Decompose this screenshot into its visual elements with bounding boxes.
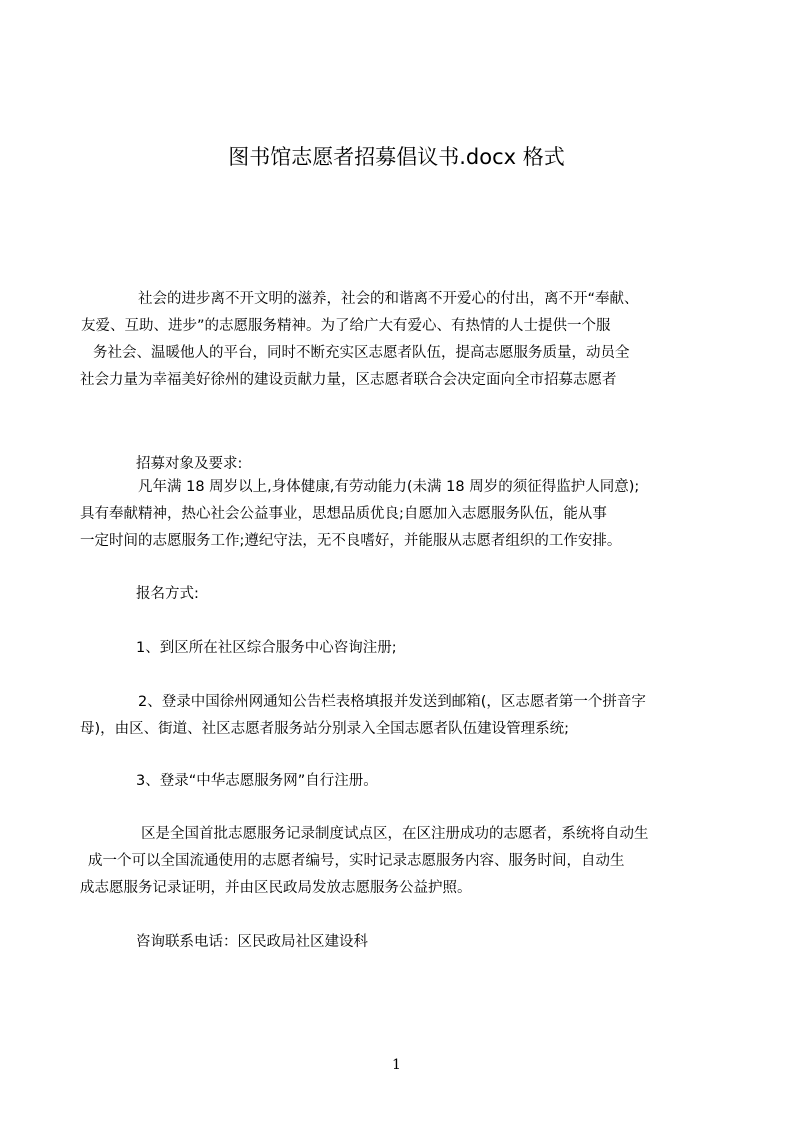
pilot-line: 区是全国首批志愿服务记录制度试点区，在区注册成功的志愿者，系统将自动生 [141,826,649,842]
signup-method-3: 3、登录“中华志愿服务网”自行注册。 [136,773,378,789]
document-title: 图书馆志愿者招募倡议书.docx 格式 [228,145,565,169]
requirements-line: 一定时间的志愿服务工作;遵纪守法，无不良嗜好，并能服从志愿者组织的工作安排。 [80,533,622,549]
intro-line: 社会的进步离不开文明的滋养，社会的和谐离不开爱心的付出，离不开“奉献、 [138,291,639,307]
requirements-paragraph [80,474,708,555]
contact-line: 咨询联系电话：区民政局社区建设科 [136,934,368,950]
pilot-line: 成一个可以全国流通使用的志愿者编号，实时记录志愿服务内容、服务时间，自动生 [88,853,625,869]
signup-heading: 报名方式: [136,586,199,602]
requirements-line: 凡年满 18 周岁以上,身体健康,有劳动能力(未满 18 周岁的须征得监护人同意); [138,479,640,495]
requirements-line: 具有奉献精神，热心社会公益事业，思想品质优良;自愿加入志愿服务队伍，能从事 [80,506,607,522]
intro-paragraph [80,286,708,394]
intro-line: 友爱、互助、进步”的志愿服务精神。为了给广大有爱心、有热情的人士提供一个服 [81,318,611,334]
signup-method-2 [80,689,708,743]
intro-line: 社会力量为幸福美好徐州的建设贡献力量，区志愿者联合会决定面向全市招募志愿者 [80,372,617,388]
page-number: 1 [392,1057,401,1073]
intro-line: 务社会、温暖他人的平台，同时不断充实区志愿者队伍，提高志愿服务质量，动员全 [93,345,630,361]
requirements-heading: 招募对象及要求: [136,456,243,472]
method2-line: 2、登录中国徐州网通知公告栏表格填报并发送到邮箱(，区志愿者第一个拼音字 [138,694,646,710]
pilot-line: 成志愿服务记录证明，并由区民政局发放志愿服务公益护照。 [80,880,472,896]
method2-line: 母)，由区、街道、社区志愿者服务站分别录入全国志愿者队伍建设管理系统; [80,721,570,737]
pilot-paragraph [80,821,708,902]
signup-method-1: 1、到区所在社区综合服务中心咨询注册; [136,640,397,656]
